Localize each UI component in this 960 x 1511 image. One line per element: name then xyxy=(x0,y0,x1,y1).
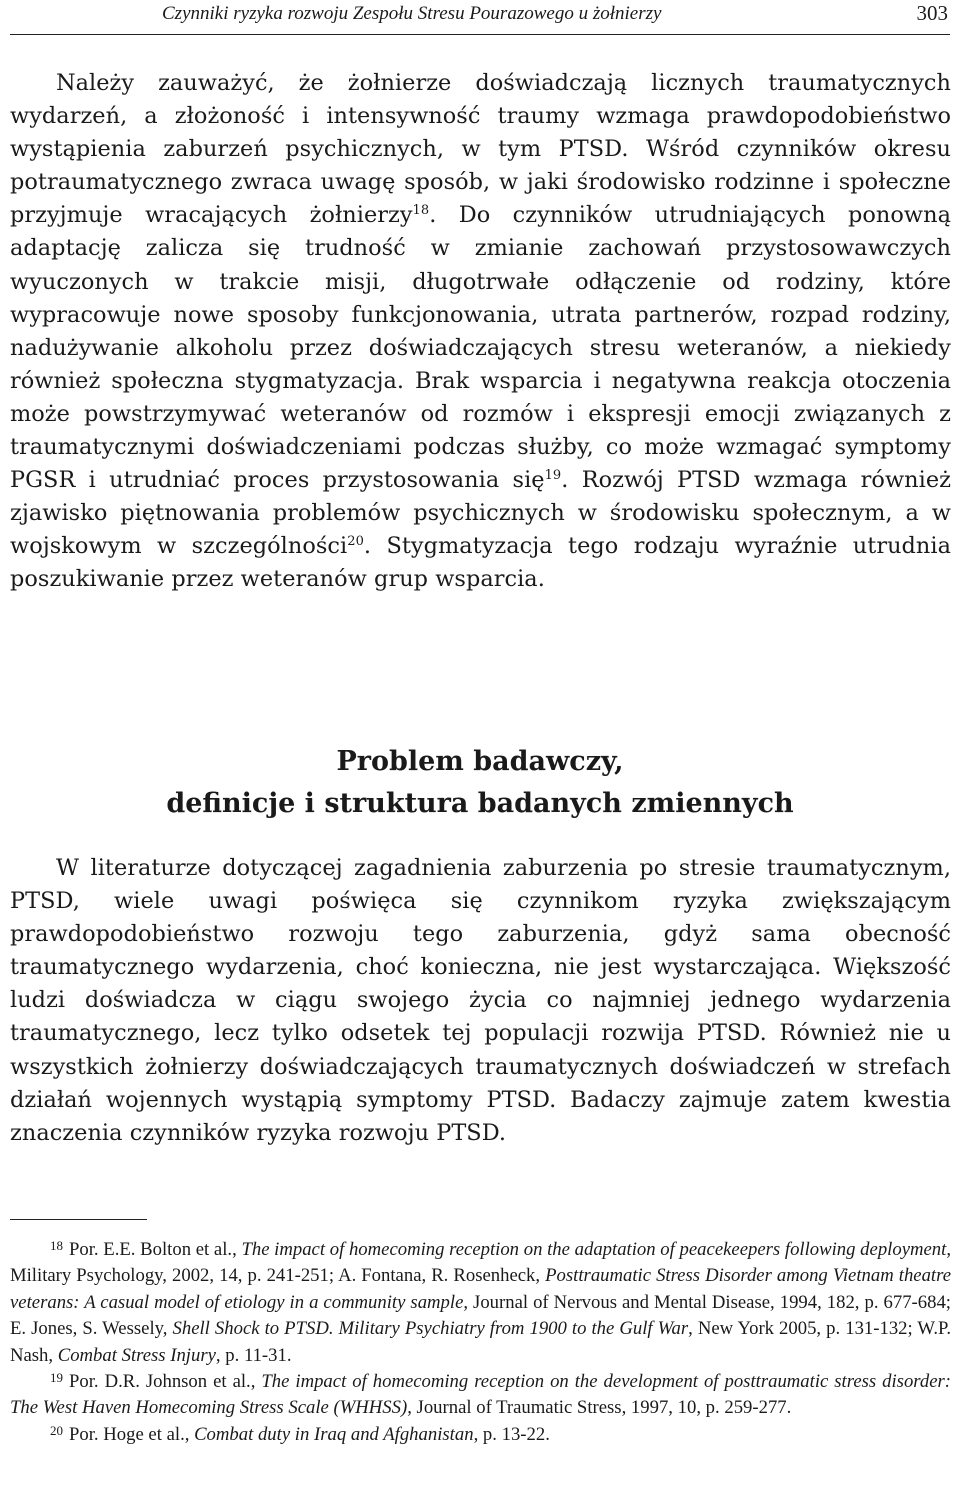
body-paragraph-1 xyxy=(10,67,951,597)
footnote-text: , Journal of Nervous and Mental Disease, 1994, 182, p. 677-684; E. Jones, S. Wessely, xyxy=(10,1291,951,1340)
paragraph-text: Należy zauważyć, że żołnierze doświadczają licznych traumatycznych wydarzeń, a złożoność i intensywność traumy wzmaga prawdopodobieństwo wystąpienia zaburzeń psychicznych, w tym PTSD. Wśród czynników okresu potraumatycznego zwraca uwagę sposób, w jaki środowisko rodzinne i społeczne przyjmuje wracających żołnierzy xyxy=(10,70,951,229)
footnote-title: Combat Stress Injury xyxy=(57,1344,216,1366)
section-heading-line-2: definicje i struktura badanych zmiennych xyxy=(166,788,794,819)
footnote: 20 Por. Hoge et al., Combat duty in Iraq and Afghanistan, p. 13-22. xyxy=(50,1422,550,1445)
footnote: 18 Por. E.E. Bolton et al., The impact of homecoming reception on the adaptation of peacekeepers following deployment, Military Psychology, 2002, 14, p. 241-251; A. Fontana, R. Rosenheck, Posttraumatic Stress Disorder among Vietnam theatre veterans: A casual model of etiology in a community sample, Journal of Nervous and Mental Disease, 1994, 182, p. 677-684; E. Jones, S. Wessely, Shell Shock to PTSD. Military Psychiatry from 1900 to the Gulf War, New York 2005, p. 131-132; W.P. Nash, Combat Stress Injury, p. 11-31. xyxy=(10,1238,952,1366)
footnote-separator xyxy=(10,1219,147,1220)
footnote-ref: 19 xyxy=(544,468,562,484)
footnotes xyxy=(10,1237,951,1448)
paragraph-text: W literaturze dotyczącej zagadnienia zaburzenia po stresie traumatycznym, PTSD, wiele uwagi poświęca się czynnikom ryzyka zwiększającym prawdopodobieństwo rozwoju tego zaburzenia, gdyż sama obecność traumatycznego wydarzenia, choć konieczna, nie jest wystarczająca. Większość ludzi doświadcza w ciągu swojego życia co najmniej jednego wydarzenia traumatycznego, lecz tylko odsetek tej populacji rozwija PTSD. Również nie u wszystkich żołnierzy doświadczających traumatycznych doświadczeń w strefach działań wojennych wystąpią symptomy PTSD. Badaczy zajmuje zatem kwestia znaczenia czynników ryzyka rozwoju PTSD. xyxy=(10,855,951,1146)
footnote-ref: 18 xyxy=(412,203,430,219)
footnote-text: , Military Psychology, 2002, 14, p. 241-251; A. Fontana, R. Rosenheck, xyxy=(10,1239,951,1287)
footnote-title: Shell Shock to PTSD. Military Psychiatry from 1900 to the Gulf War xyxy=(172,1318,689,1340)
footnote-text: , New York 2005, p. 131-132; W.P. Nash, xyxy=(10,1318,952,1366)
paragraph-text: . Stygmatyzacja tego rodzaju wyraźnie utrudnia poszukiwanie przez weteranów grup wsparcia. xyxy=(10,533,952,593)
footnote-text: , p. 11-31. xyxy=(215,1344,292,1366)
footnote-title: Posttraumatic Stress Disorder among Vietnam theatre veterans: A casual model of etiology in a community sample xyxy=(10,1265,952,1313)
body-paragraph-2 xyxy=(10,852,951,1150)
footnote-text: , p. 13-22. xyxy=(473,1423,550,1445)
paragraph-text: . Do czynników utrudniających ponowną adaptację zalicza się trudność w zmianie zachowań przystosowawczych wyuczonych w trakcie misji, długotrwałe odłączenie od rodziny, które wypracowuje nowe sposoby funkcjonowania, utrata partnerów, rozpad rodziny, nadużywanie alkoholu przez doświadczających stresu weteranów, a niekiedy również społeczna stygmatyzacja. Brak wsparcia i negatywna reakcja otoczenia może powstrzymywać weteranów od rozmów i ekspresji emocji związanych z traumatycznymi doświadczeniami podczas służby, co może wzmagać symptomy PGSR i utrudniać proces przystosowania się xyxy=(10,202,952,494)
paragraph-text: . Rozwój PTSD wzmaga również zjawisko piętnowania problemów psychicznych w środowisku społecznym, a w wojskowym w szczególności xyxy=(10,467,951,560)
footnote: 19 Por. D.R. Johnson et al., The impact of homecoming reception on the development of posttraumatic stress disorder: The West Haven Homecoming Stress Scale (WHHSS), Journal of Traumatic Stress, 1997, 10, p. 259-277. xyxy=(10,1370,952,1419)
footnote-text: Por. Hoge et al., xyxy=(69,1423,195,1445)
page-number: 303 xyxy=(916,1,948,25)
section-heading-line-1: Problem badawczy, xyxy=(336,746,624,777)
footnote-ref: 20 xyxy=(347,534,364,550)
running-title: Czynniki ryzyka rozwoju Zespołu Stresu Pourazowego u żołnierzy xyxy=(162,3,662,24)
footnote-title: Combat duty in Iraq and Afghanistan xyxy=(194,1423,474,1445)
footnote-title: The impact of homecoming reception on the development of posttraumatic stress disorder: The West Haven Homecoming Stress Scale (WHHSS) xyxy=(10,1371,952,1419)
running-header xyxy=(10,0,950,35)
footnote-text: Por. D.R. Johnson et al., xyxy=(69,1371,262,1393)
footnote-title: The impact of homecoming reception on the adaptation of peacekeepers following deployment xyxy=(241,1239,947,1260)
section-heading xyxy=(0,741,960,825)
footnote-text: Por. E.E. Bolton et al., xyxy=(69,1239,242,1260)
footnote-text: , Journal of Traumatic Stress, 1997, 10, p. 259-277. xyxy=(407,1397,792,1419)
